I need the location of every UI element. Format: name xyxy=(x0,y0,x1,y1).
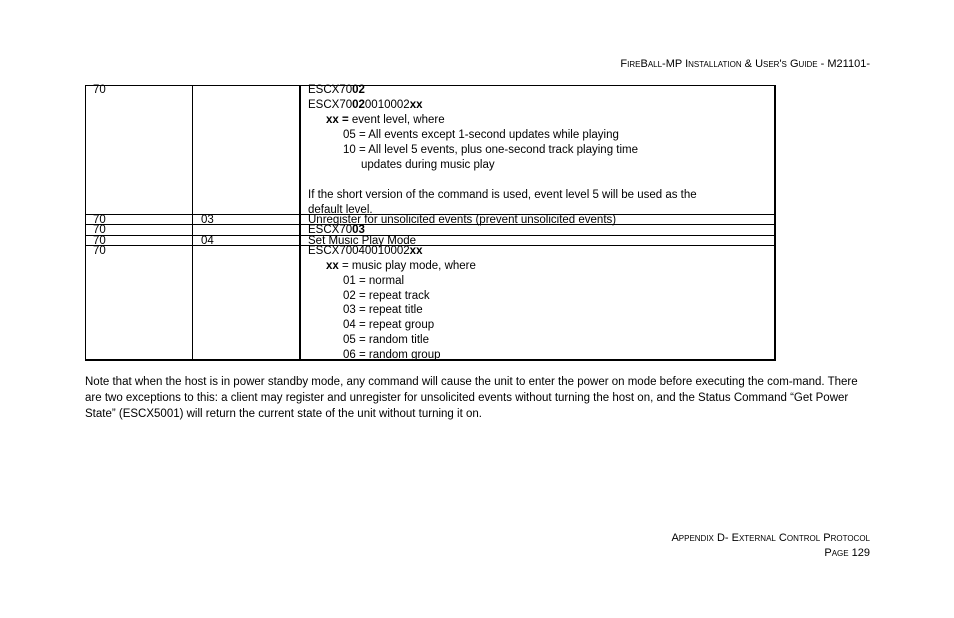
table-cell-code: 70 xyxy=(93,245,106,257)
table-cell-description: Unregister for unsolicited events (prevent unsolicited events) xyxy=(308,214,617,226)
option-item: 05 = random title xyxy=(343,334,429,346)
table-cell-subcode: 04 xyxy=(201,235,214,247)
option-item: 05 = All events except 1-second updates while playing xyxy=(343,129,619,141)
footer-section: Appendix D- External Control Protocol xyxy=(671,532,870,544)
option-item: 03 = repeat title xyxy=(343,304,423,316)
param-description: xx = music play mode, where xyxy=(326,260,476,272)
cell-note: If the short version of the command is used, event level 5 will be used as the xyxy=(308,189,697,201)
table-col-divider-2 xyxy=(299,85,301,360)
table-col-divider-1 xyxy=(192,85,193,360)
command-line: ESCX7003 xyxy=(308,224,365,236)
option-item: 06 = random group xyxy=(343,349,441,361)
table-cell-code: 70 xyxy=(93,84,106,96)
command-line: ESCX70040010002xx xyxy=(308,245,423,257)
option-item: 02 = repeat track xyxy=(343,290,430,302)
command-line: ESCX70020010002xx xyxy=(308,99,423,111)
option-item: 10 = All level 5 events, plus one-second track playing time xyxy=(343,144,639,156)
table-cell-subcode: 03 xyxy=(201,214,214,226)
param-description: xx = event level, where xyxy=(326,114,445,126)
option-item: 04 = repeat group xyxy=(343,319,435,331)
table-cell-code: 70 xyxy=(93,214,106,226)
option-item: 01 = normal xyxy=(343,275,405,287)
option-item-continued: updates during music play xyxy=(361,159,495,171)
page-header: FireBall-MP Installation & User's Guide - M21101- xyxy=(620,58,870,70)
command-line: ESCX7002 xyxy=(308,84,365,96)
table-cell-code: 70 xyxy=(93,235,106,247)
cell-note: default level. xyxy=(308,204,373,216)
page-number: Page 129 xyxy=(824,547,870,559)
table-right-border xyxy=(774,85,776,360)
row-divider xyxy=(85,235,776,236)
body-paragraph: Note that when the host is in power standby mode, any command will cause the unit to enter the power on mode before executing the com-mand. There are two exceptions to this: a client may register and unregister for unsolicited events without turning the host on, and the Status Command “Get Power State” (ESCX5001) will return the current state of the unit without turning it on. xyxy=(85,376,858,420)
table-cell-code: 70 xyxy=(93,224,106,236)
row-divider xyxy=(85,245,776,246)
table-left-border xyxy=(85,85,86,360)
table-cell-description: Set Music Play Mode xyxy=(308,235,417,247)
table-top-border xyxy=(85,85,776,86)
